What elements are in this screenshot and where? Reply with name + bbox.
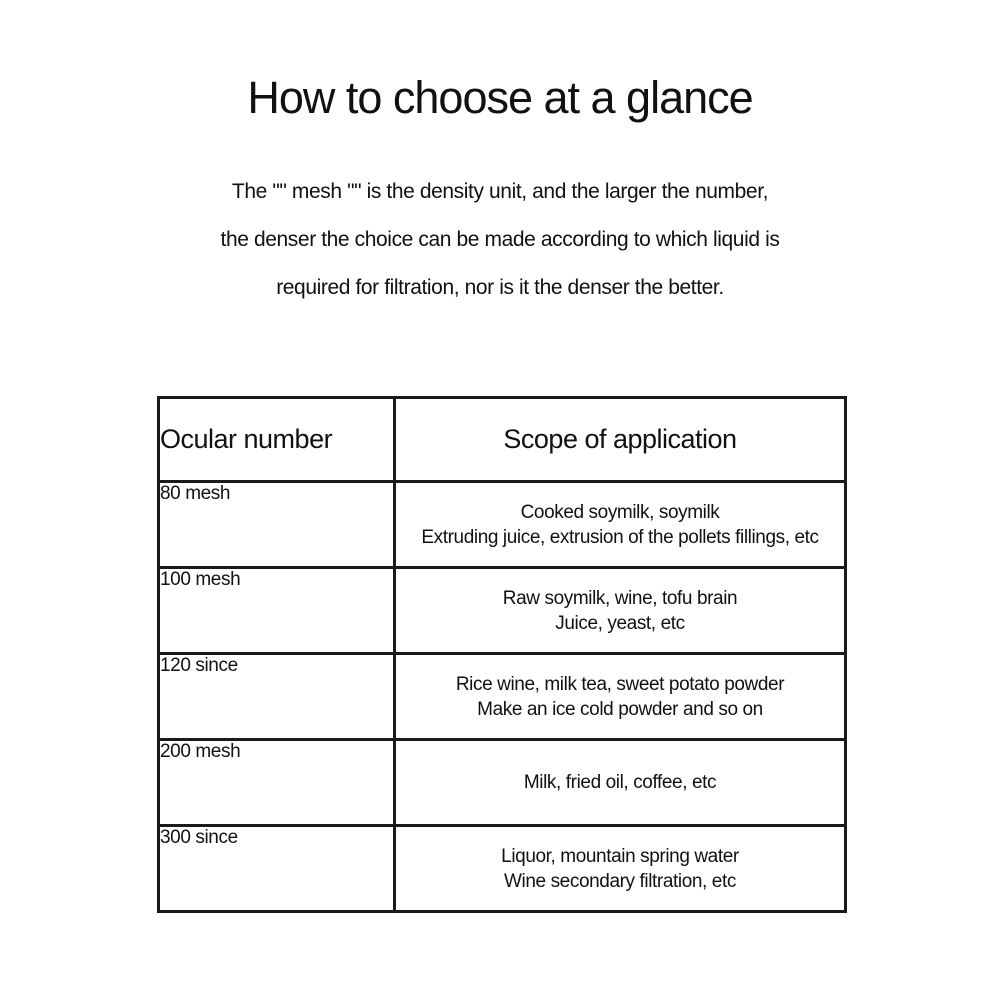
ocular-cell: 300 since (159, 826, 395, 912)
scope-cell (395, 826, 846, 912)
table-row (159, 740, 846, 826)
scope-line: Juice, yeast, etc (555, 612, 685, 634)
page-title: How to choose at a glance (247, 72, 753, 123)
scope-line: Milk, fried oil, coffee, etc (523, 772, 717, 793)
intro-line: The "" mesh "" is the density unit, and the larger the number, (231, 180, 769, 203)
scope-cell (395, 568, 846, 654)
ocular-cell: 200 mesh (159, 740, 395, 826)
scope-cell (395, 654, 846, 740)
table-row (159, 654, 846, 740)
scope-line: Raw soymilk, wine, tofu brain (502, 587, 738, 609)
intro-paragraph (0, 168, 1000, 312)
scope-line: Make an ice cold powder and so on (477, 698, 763, 720)
intro-line: the denser the choice can be made according to which liquid is (220, 228, 780, 251)
scope-line: Extruding juice, extrusion of the pollets fillings, etc (421, 526, 819, 548)
ocular-cell: 100 mesh (159, 568, 395, 654)
scope-line: Liquor, mountain spring water (501, 845, 739, 867)
intro-line: required for filtration, nor is it the denser the better. (276, 276, 724, 299)
ocular-cell: 80 mesh (159, 482, 395, 568)
header-ocular-number: Ocular number (159, 398, 395, 482)
table-row (159, 482, 846, 568)
scope-line: Rice wine, milk tea, sweet potato powder (455, 673, 785, 695)
table-row (159, 826, 846, 912)
scope-line: Cooked soymilk, soymilk (520, 501, 720, 523)
header-scope-of-application: Scope of application (395, 398, 846, 482)
ocular-cell: 120 since (159, 654, 395, 740)
scope-cell (395, 482, 846, 568)
table-header-row (159, 398, 846, 482)
scope-line: Wine secondary filtration, etc (504, 870, 736, 892)
mesh-table (157, 396, 847, 913)
table-row (159, 568, 846, 654)
scope-cell (395, 740, 846, 826)
